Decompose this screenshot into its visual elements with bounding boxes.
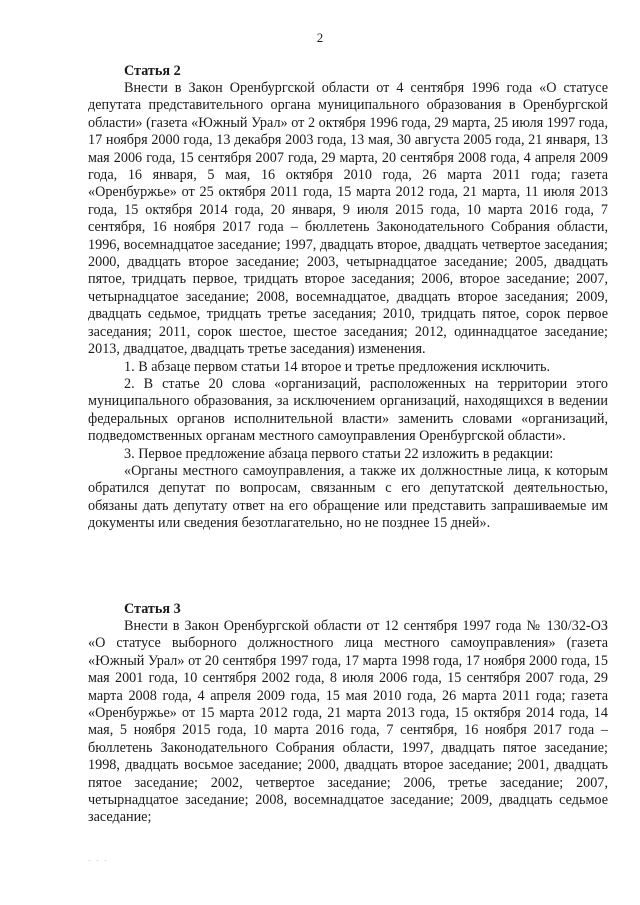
article-3-intro: Внести в Закон Оренбургской области от 12 сентября 1997 года № 130/32-ОЗ «О статусе выборного должностного лица местного самоуправления» (газета «Южный Урал» от 20 сентября 1997 года, 17 марта 1998 года, 17 ноября 2000 года, 15 мая 2001 года, 10 сентября 2002 года, 8 июля 2006 года, 15 сентября 2007 года, 29 марта 2008 года, 4 апреля 2009 года, 15 мая 2010 года, 26 марта 2011 года; газета «Оренбуржье» от 15 марта 2012 года, 21 марта 2013 года, 15 октября 2014 года, 14 мая, 5 ноября 2015 года, 10 марта 2016 года, 7 сентября, 16 ноября 2017 года – бюллетень Законодательного Собрания области, 1997, двадцать пятое заседание; 1998, двадцать восьмое заседание; 2000, двадцать второе заседание; 2001, двадцать пятое заседание; 2002, четвертое заседание; 2006, третье заседание; 2007, четырнадцатое заседание; 2008, восемнадцатое заседание; 2009, двадцать седьмое заседание; [88, 618, 608, 826]
scan-artifact: · · · [88, 857, 109, 865]
article-2-item-2: 2. В статье 20 слова «организаций, расположенных на территории этого муниципального образования, за исключением организаций, находящихся в ведении федеральных органов исполнительной власти» заменить словами «организаций, подведомственных органам местного самоуправления Оренбургской области». [88, 375, 608, 445]
article-2-item-1: 1. В абзаце первом статьи 14 второе и третье предложения исключить. [124, 358, 551, 375]
article-2-quote: «Органы местного самоуправления, а также их должностные лица, к которым обратился депутат по вопросам, связанным с его депутатской деятельностью, обязаны дать депутату ответ на его обращение или представить запрашиваемые им документы или сведения безотлагательно, но не позднее 15 дней». [88, 462, 608, 532]
article-2-intro: Внести в Закон Оренбургской области от 4 сентября 1996 года «О статусе депутата представительного органа муниципального образования в Оренбургской области» (газета «Южный Урал» от 2 октября 1996 года, 29 марта, 25 июля 1997 года, 17 ноября 2000 года, 13 декабря 2003 года, 13 мая, 30 августа 2005 года, 21 января, 13 мая 2006 года, 15 сентября 2007 года, 29 марта, 20 сентября 2008 года, 4 апреля 2009 года, 16 января, 5 мая, 16 октября 2010 года, 26 марта 2011 года; газета «Оренбуржье» от 25 октября 2011 года, 15 марта 2012 года, 21 марта, 11 июля 2013 года, 15 октября 2014 года, 20 января, 9 июля 2015 года, 10 марта 2016 года, 7 сентября, 16 ноября 2017 года – бюллетень Законодательного Собрания области, 1996, восемнадцатое заседание; 1997, двадцать второе, двадцать четвертое заседания; 2000, двадцать второе заседание; 2003, четырнадцатое заседание; 2005, двадцать пятое, тридцать первое, тридцать второе заседания; 2006, второе заседание; 2007, четырнадцатое заседание; 2008, восемнадцатое, двадцать второе заседания; 2009, двадцать седьмое, тридцать третье заседания; 2010, тридцать пятое, сорок первое заседания; 2011, сорок шестое, шестое заседания; 2012, одиннадцатое заседание; 2013, двадцатое, двадцать третье заседания) изменения. [88, 80, 608, 358]
article-3-heading: Статья 3 [124, 601, 181, 617]
article-2 [88, 62, 608, 533]
article-2-item-3: 3. Первое предложение абзаца первого статьи 22 изложить в редакции: [124, 445, 554, 462]
article-3 [88, 600, 608, 827]
page-number: 2 [316, 30, 324, 45]
article-2-heading: Статья 2 [124, 63, 181, 79]
